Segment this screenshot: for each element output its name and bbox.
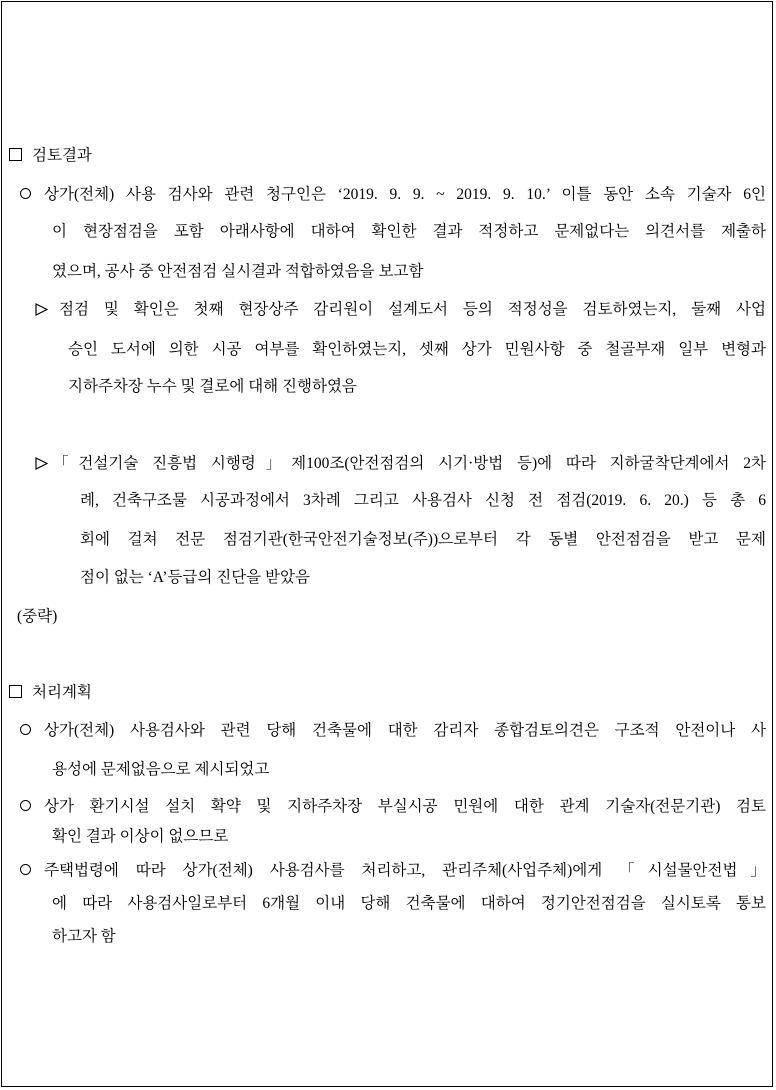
plan-item3-line3: 하고자 함 xyxy=(52,928,116,945)
review-sub2-line4: 점이 없는 ‘A’등급의 진단을 받았음 xyxy=(80,569,310,586)
review-sub2-line3: 회에 걸쳐 전문 점검기관(한국안전기술정보(주))으로부터 각 동별 안전점검을 받고 문제 xyxy=(80,531,766,548)
checkbox-square-icon xyxy=(9,148,22,161)
triangle-bullet-icon xyxy=(35,457,48,470)
plan-item1-bullet xyxy=(20,721,42,741)
checkbox-square-icon xyxy=(9,685,22,698)
plan-item3-line2: 에 따라 사용검사일로부터 6개월 이내 당해 건축물에 대하여 정기안전점검을 실시토록 통보 xyxy=(52,895,766,912)
circle-bullet-icon xyxy=(20,800,31,811)
plan-heading-text: 처리계획 xyxy=(32,684,92,701)
circle-bullet-icon xyxy=(20,188,31,199)
plan-item3-bullet xyxy=(20,861,42,881)
plan-item2-line2: 확인 결과 이상이 없으므로 xyxy=(52,828,229,845)
review-sub2-line1: 「건설기술 진흥법 시행령」제100조(안전점검의 시기·방법 등)에 따라 지하굴착단계에서 2차 xyxy=(53,455,766,472)
plan-item1-line2: 용성에 문제없음으로 제시되었고 xyxy=(52,761,270,778)
omitted-marker: (중략) xyxy=(17,608,58,625)
review-item1-line1: 상가(전체) 사용 검사와 관련 청구인은 ‘2019. 9. 9. ~ 2019. 9. 10.’ 이틀 동안 소속 기술자 6인 xyxy=(44,186,766,203)
review-sub1-line3: 지하주차장 누수 및 결로에 대해 진행하였음 xyxy=(68,378,357,395)
circle-bullet-icon xyxy=(20,724,31,735)
review-sub1-bullet xyxy=(35,300,58,320)
plan-item2-bullet xyxy=(20,797,42,817)
review-heading xyxy=(9,146,92,166)
review-item1-line2: 이 현장점검을 포함 아래사항에 대하여 확인한 결과 적정하고 문제없다는 의견서를 제출하 xyxy=(52,223,766,240)
plan-item3-line1: 주택법령에 따라 상가(전체) 사용검사를 처리하고, 관리주체(사업주체)에게 「시설물안전법」 xyxy=(44,862,766,879)
review-item1-line3: 였으며, 공사 중 안전점검 실시결과 적합하였음을 보고함 xyxy=(52,263,424,280)
review-sub2-line2: 례, 건축구조물 시공과정에서 3차례 그리고 사용검사 신청 전 점검(2019. 6. 20.) 등 총 6 xyxy=(80,492,766,509)
circle-bullet-icon xyxy=(20,864,31,875)
plan-item2-line1: 상가 환기시설 설치 확약 및 지하주차장 부실시공 민원에 대한 관계 기술자(전문기관) 검토 xyxy=(44,798,766,815)
review-sub1-line2: 승인 도서에 의한 시공 여부를 확인하였는지, 셋째 상가 민원사항 중 철골부재 일부 변형과 xyxy=(68,341,766,358)
triangle-bullet-icon xyxy=(35,303,48,316)
review-sub1-line1: 점검 및 확인은 첫째 현장상주 감리원이 설계도서 등의 적정성을 검토하였는지, 둘째 사업 xyxy=(59,301,766,318)
review-heading-text: 검토결과 xyxy=(32,147,92,164)
plan-heading xyxy=(9,683,92,703)
plan-item1-line1: 상가(전체) 사용검사와 관련 당해 건축물에 대한 감리자 종합검토의견은 구조적 안전이나 사 xyxy=(44,722,766,739)
review-item1-bullet-line xyxy=(20,185,42,205)
